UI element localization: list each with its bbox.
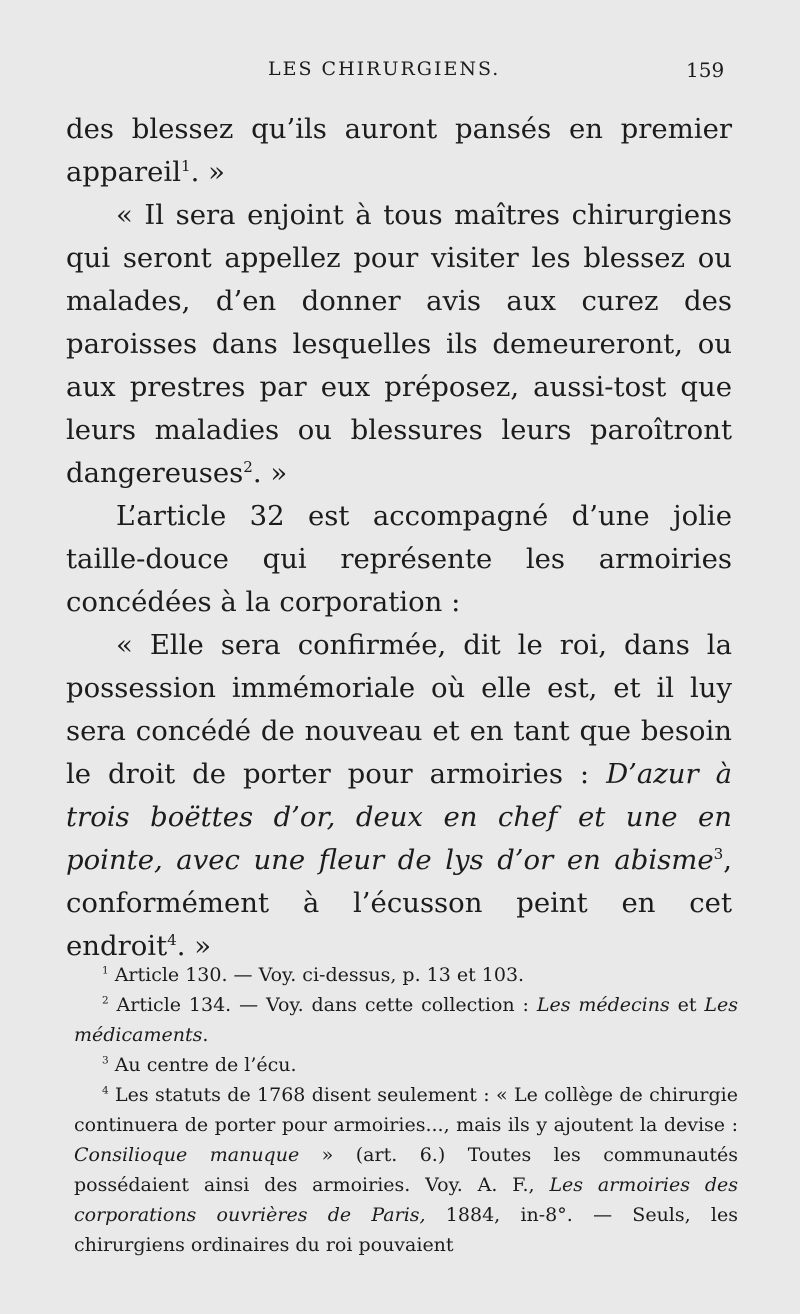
footnote-4-book-title: Les armoiries des corporations ouvrières de Paris, <box>74 1174 738 1226</box>
footnote-4-text-2: » (art. 6.) Toutes les communautés possédaient ainsi des armoiries. Voy. A. F., <box>74 1144 738 1196</box>
footnote-ref-2: 2 <box>243 457 253 476</box>
paragraph-4-mid: , conformément à l’écusson peint en cet endroit <box>66 844 732 962</box>
paragraph-1 <box>66 108 732 194</box>
footnote-4-number: 4 <box>102 1084 109 1097</box>
paragraph-1-end: . » <box>190 156 225 188</box>
main-text <box>66 108 732 968</box>
footnote-3 <box>74 1050 738 1080</box>
footnote-3-number: 3 <box>102 1054 109 1067</box>
footnote-2-end: . <box>202 1024 209 1046</box>
paragraph-2-text: « Il sera enjoint à tous maîtres chirurgiens qui seront appellez pour visiter les blessez ou malades, d’en donner avis aux curez des paroisses dans lesquelles ils demeureront, ou aux prestres par eux préposez, aussi-tost que leurs maladies ou blessures leurs paroîtront dangereuses <box>66 199 732 489</box>
paragraph-2-end: . » <box>252 457 288 489</box>
footnote-2-text: Article 134. — Voy. dans cette collection : <box>108 994 537 1016</box>
paragraph-4 <box>66 624 732 968</box>
paragraph-4-text: « Elle sera confirmée, dit le roi, dans la possession immémoriale où elle est, et il luy sera concédé de nouveau et en tant que besoin le droit de porter pour armoiries : <box>66 629 732 790</box>
footnote-1 <box>74 960 738 990</box>
footnote-4-motto: Consilioque manuque <box>74 1144 300 1166</box>
paragraph-4-blazon: D’azur à trois boëttes d’or, deux en chef et une en pointe, avec une fleur de lys d’or en abisme <box>66 758 732 876</box>
footnote-ref-1: 1 <box>181 156 191 175</box>
paragraph-3 <box>66 495 732 624</box>
footnote-4 <box>74 1080 738 1260</box>
footnote-3-text: Au centre de l’écu. <box>108 1054 297 1076</box>
footnote-ref-4: 4 <box>167 930 177 949</box>
footnote-1-text: Article 130. — Voy. ci-dessus, p. 13 et 103. <box>108 964 525 986</box>
page-number: 159 <box>686 58 725 82</box>
running-title: LES CHIRURGIENS. <box>268 58 501 80</box>
footnotes <box>74 960 738 1260</box>
footnote-2-and: et <box>669 994 705 1016</box>
footnote-ref-3: 3 <box>713 844 724 863</box>
footnote-2 <box>74 990 738 1050</box>
paragraph-1-text: des blessez qu’ils auront pansés en premier appareil <box>66 113 732 188</box>
footnote-1-number: 1 <box>102 964 109 977</box>
paragraph-2 <box>66 194 732 495</box>
footnote-4-text-3: 1884, in-8°. — Seuls, les chirurgiens ordinaires du roi pouvaient <box>74 1204 738 1256</box>
paragraph-4-end: . » <box>176 930 212 962</box>
footnote-2-title-1: Les médecins <box>536 994 670 1016</box>
footnote-4-text-1: Les statuts de 1768 disent seulement : « Le collège de chirurgie continuera de porter pour armoiries..., mais ils y ajoutent la devise : <box>74 1084 738 1136</box>
page-header <box>0 58 800 88</box>
paragraph-3-text: L’article 32 est accompagné d’une jolie taille-douce qui représente les armoiries concédées à la corporation : <box>66 500 732 618</box>
footnote-2-number: 2 <box>102 994 109 1007</box>
footnote-2-title-2: Les médicaments <box>74 994 738 1046</box>
